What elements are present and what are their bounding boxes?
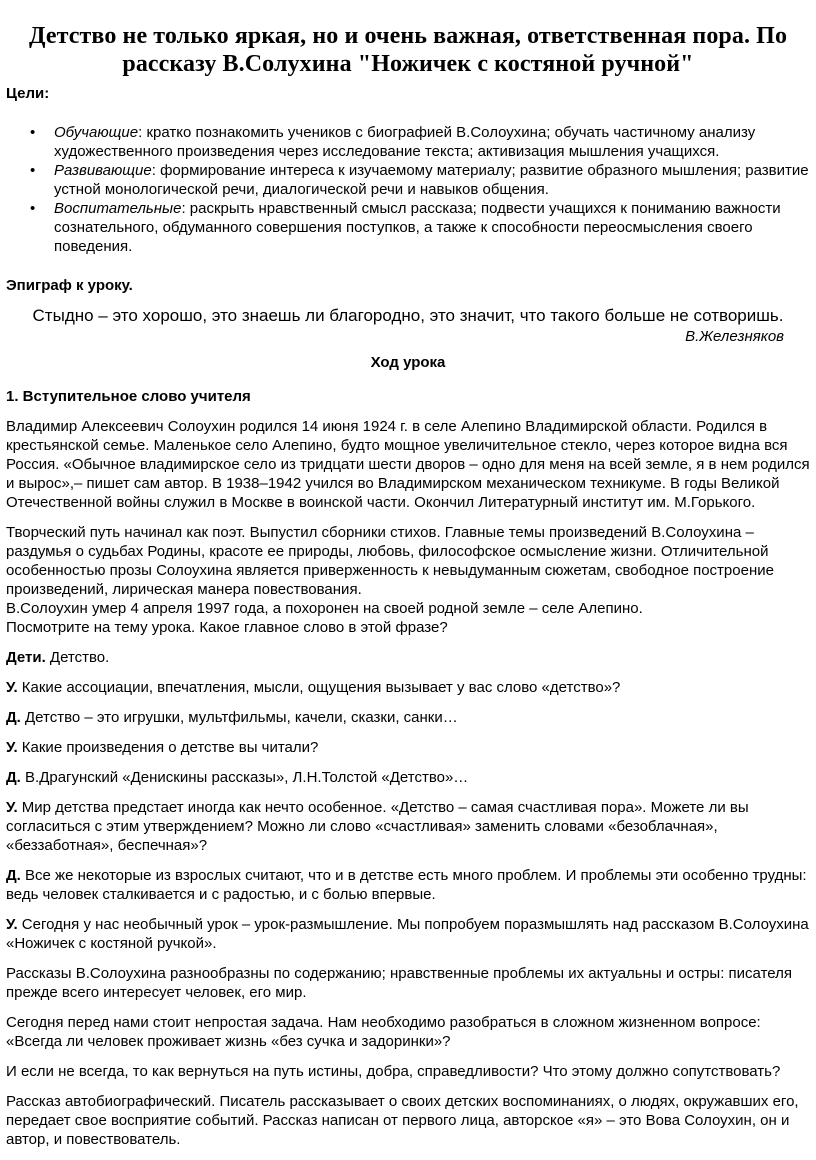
goal-item — [54, 123, 810, 161]
goal-item — [54, 161, 810, 199]
paragraph: Посмотрите на тему урока. Какое главное слово в этой фразе? — [6, 619, 448, 636]
dialogue-line — [6, 768, 810, 787]
goal-item — [54, 199, 810, 256]
goal-text: : раскрыть нравственный смысл рассказа; подвести учащихся к пониманию важности сознательного, обдуманного совершения поступков, а также к способности переосмысления своего поведения. — [54, 200, 781, 255]
dialogue-line — [6, 798, 810, 855]
paragraph: Рассказы В.Солоухина разнообразны по содержанию; нравственные проблемы их актуальны и остры: писателя прежде всего интересует человек, его мир. — [6, 965, 792, 1001]
paragraph: Владимир Алексеевич Солоухин родился 14 июня 1924 г. в селе Алепино Владимирской области. Родился в крестьянской семье. Маленькое село Алепино, будто мощное увеличительное стекло, через которое видна вся Россия. «Обычное владимирское село из тридцати шести дворов – одно для меня на всей земле, я в нем родился и вырос»,– пишет сам автор. В 1938–1942 учился во Владимирском механическом техникуме. В годы Великой Отечественной войны служил в Москве в воинской части. Окончил Литературный институт им. М.Горького. — [6, 418, 810, 511]
dialogue-text: Все же некоторые из взрослых считают, что и в детстве есть много проблем. И проблемы эти особенно трудны: ведь человек сталкивается и с радостью, и с болью впервые. — [6, 867, 807, 903]
paragraph: И если не всегда, то как вернуться на путь истины, добра, справедливости? Что этому должно сопутствовать? — [6, 1063, 781, 1080]
goal-label: Развивающие — [54, 162, 152, 179]
paragraph: В.Солоухин умер 4 апреля 1997 года, а похоронен на своей родной земле – селе Алепино. — [6, 600, 643, 617]
lesson-plan-heading: Ход урока — [370, 354, 446, 371]
dialogue-text: Мир детства предстает иногда как нечто особенное. «Детство – самая счастливая пора». Можете ли вы согласиться с этим утверждением? Можно ли слово «счастливая» заменить словами «безоблачная», «беззаботная», беспечная»? — [6, 799, 749, 854]
goals-list — [6, 123, 810, 256]
dialogue-text: Детство. — [45, 649, 110, 666]
dialogue-line — [6, 708, 810, 727]
document-page — [0, 22, 816, 1160]
epigraph-heading: Эпиграф к уроку. — [6, 277, 133, 294]
dialogue-line — [6, 678, 810, 697]
dialogue-line — [6, 648, 810, 667]
epigraph-quote: Стыдно – это хорошо, это знаешь ли благородно, это значит, что такого больше не сотворишь. — [32, 306, 784, 325]
dialogue-line — [6, 915, 810, 953]
speaker-label: У. — [6, 916, 18, 933]
dialogue-text: В.Драгунский «Денискины рассказы», Л.Н.Толстой «Детство»… — [20, 769, 469, 786]
dialogue-text: Какие произведения о детстве вы читали? — [17, 739, 319, 756]
speaker-label: У. — [6, 799, 18, 816]
paragraph: Сегодня перед нами стоит непростая задача. Нам необходимо разобраться в сложном жизненном вопросе: «Всегда ли человек проживает жизнь «без сучка и задоринки»? — [6, 1014, 761, 1050]
document-title: Детство не только яркая, но и очень важная, ответственная пора. По рассказу В.Солухина "Ножичек с костяной ручной" — [28, 23, 788, 77]
goal-label: Обучающие — [54, 124, 139, 141]
dialogue-line — [6, 738, 810, 757]
goal-label: Воспитательные — [54, 200, 182, 217]
section-heading: 1. Вступительное слово учителя — [6, 388, 251, 405]
speaker-label: У. — [6, 679, 18, 696]
paragraph: Творческий путь начинал как поэт. Выпустил сборники стихов. Главные темы произведений В.Солоухина – раздумья о судьбах Родины, красоте ее природы, любовь, философское осмысление жизни. Отличительной особенностью прозы Солоухина является приверженность к невыдуманным сюжетам, свободное построение произведений, лирическая манера повествования. — [6, 524, 774, 598]
speaker-label: Д. — [6, 867, 21, 884]
dialogue-text: Детство – это игрушки, мультфильмы, качели, сказки, санки… — [20, 709, 458, 726]
dialogue-text: Сегодня у нас необычный урок – урок-размышление. Мы попробуем поразмышлять над рассказом В.Солоухина «Ножичек с костяной ручкой». — [6, 916, 809, 952]
speaker-label: У. — [6, 739, 18, 756]
goal-text: : формирование интереса к изучаемому материалу; развитие образного мышления; развитие устной монологической речи, диалогической речи и навыков общения. — [54, 162, 809, 198]
goal-text: : кратко познакомить учеников с биографией В.Солоухина; обучать частичному анализу художественного произведения через исследование текста; активизация мышления учащихся. — [54, 124, 756, 160]
goals-heading: Цели: — [6, 85, 50, 102]
paragraph: Рассказ автобиографический. Писатель рассказывает о своих детских воспоминаниях, о людях, окружавших его, передает свое восприятие событий. Рассказ написан от первого лица, авторское «я» – это Вова Солоухин, он и автор, и повествователь. — [6, 1093, 799, 1148]
epigraph-author: В.Железняков — [685, 328, 784, 345]
dialogue-text: Какие ассоциации, впечатления, мысли, ощущения вызывает у вас слово «детство»? — [17, 679, 621, 696]
speaker-label: Дети. — [6, 649, 46, 666]
speaker-label: Д. — [6, 769, 21, 786]
speaker-label: Д. — [6, 709, 21, 726]
dialogue-line — [6, 866, 810, 904]
